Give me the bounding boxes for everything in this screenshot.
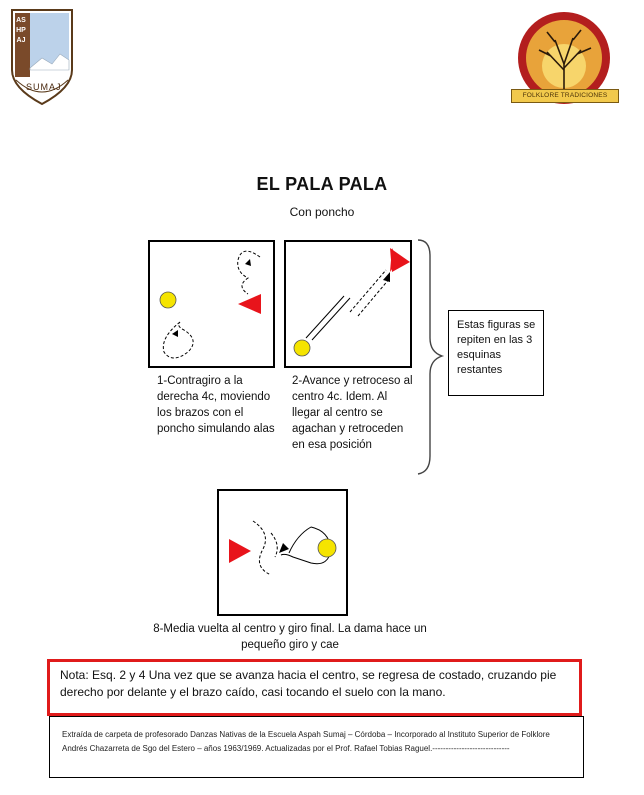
figure-1-diagram xyxy=(148,240,275,368)
page-subtitle: Con poncho xyxy=(289,205,355,219)
figure-2-caption: 2-Avance y retroceso al centro 4c. Idem. Al llegar al centro se agachan y retroceden en esa posición xyxy=(292,375,413,451)
page-title: EL PALA PALA xyxy=(256,174,388,194)
credit-box: Extraída de carpeta de profesorado Danzas Nativas de la Escuela Aspah Sumaj – Córdoba – Incorporado al Instituto Superior de Folklore Andrés Chazarreta de Sgo del Estero – años 1963/1969. Actualizadas por el Prof. Rafael Tobias Raguel.----------------------------- xyxy=(49,716,584,778)
logo-word: SUMAJ xyxy=(26,82,62,92)
logo-vertical-text: ASHPAJ xyxy=(16,17,26,44)
repeat-note-box: Estas figuras se repiten en las 3 esquinas restantes xyxy=(448,310,544,396)
logo-label: FOLKLORE TRADICIONES xyxy=(511,89,619,103)
figure-1-caption: 1-Contragiro a la derecha 4c, moviendo los brazos con el poncho simulando alas xyxy=(157,375,275,435)
figure-2-diagram xyxy=(284,240,412,368)
figure-3-caption: 8-Media vuelta al centro y giro final. La dama hace un pequeño giro y cae xyxy=(153,623,427,651)
grouping-bracket xyxy=(416,238,446,478)
figure-3-diagram xyxy=(217,489,348,616)
note-box: Nota: Esq. 2 y 4 Una vez que se avanza hacia el centro, se regresa de costado, cruzando pie derecho por delante y el brazo caído, casi tocando el suelo con la mano. xyxy=(47,659,582,716)
